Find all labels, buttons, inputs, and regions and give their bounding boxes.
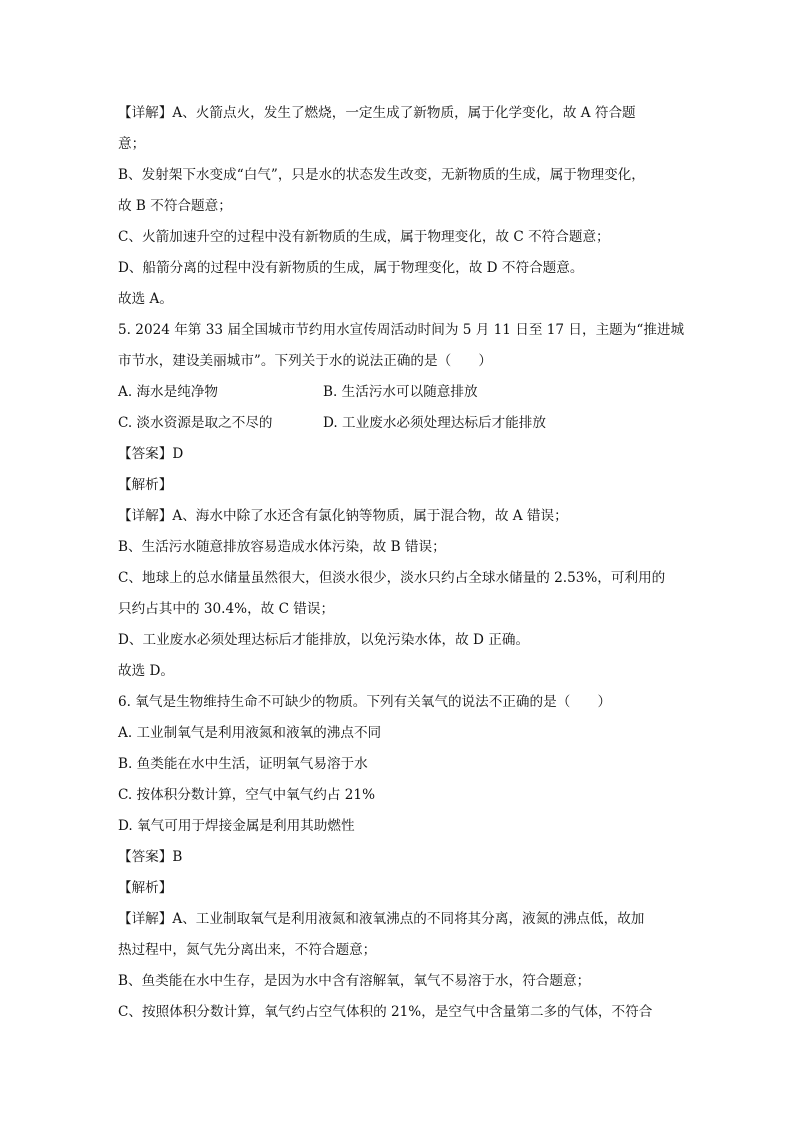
detail-line: 热过程中，氮气先分离出来，不符合题意； [118,942,377,958]
question-6 [118,689,678,1030]
detail-line: B、生活污水随意排放容易造成水体污染，故 B 错误； [118,539,446,555]
detail-line: C、火箭加速升空的过程中没有新物质的生成，属于物理变化，故 C 不符合题意； [118,229,610,245]
detail-line: 【详解】A、海水中除了水还含有氯化钠等物质，属于混合物，故 A 错误； [118,508,568,524]
detail-line: 只约占其中的 30.4%，故 C 错误； [118,601,335,617]
detail-line: D、船箭分离的过程中没有新物质的生成，属于物理变化，故 D 不符合题意。 [118,260,584,276]
question-stem: 6. 氧气是生物维持生命不可缺少的物质。下列有关氧气的说法不正确的是（ ） [118,694,612,710]
conclusion-line: 故选 A。 [118,291,173,307]
detail-line: 【详解】A、火箭点火，发生了燃烧，一定生成了新物质，属于化学变化，故 A 符合题 [118,105,636,121]
detail-line: B、发射架下水变成“白气”，只是水的状态发生改变，无新物质的生成，属于物理变化， [118,167,645,183]
detail-line: D、工业废水必须处理达标后才能排放，以免污染水体，故 D 正确。 [118,632,530,648]
conclusion-line: 故选 D。 [118,663,175,679]
detail-line: B、鱼类能在水中生存，是因为水中含有溶解氧，氧气不易溶于水，符合题意； [118,973,591,989]
document-page [118,100,685,1030]
detail-line: 故 B 不符合题意； [118,198,232,214]
option-a: A. 海水是纯净物 [118,384,219,400]
question-5 [118,317,685,689]
option-c: C. 按体积分数计算，空气中氧气约占 21% [118,787,375,803]
detail-line: C、地球上的总水储量虽然很大，但淡水很少，淡水只约占全球水储量的 2.53%，可利用的 [118,570,666,586]
option-b: B. 生活污水可以随意排放 [323,384,478,400]
analysis-label: 【解析】 [118,880,173,896]
answer-label: 【答案】B [118,849,183,865]
answer-label: 【答案】D [118,446,184,462]
previous-question-detail [118,100,678,317]
question-stem: 市节水，建设美丽城市”。下列关于水的说法正确的是（ ） [118,353,492,369]
option-d: D. 工业废水必须处理达标后才能排放 [323,415,546,431]
option-row [118,379,678,410]
option-row [118,410,678,441]
option-d: D. 氧气可用于焊接金属是利用其助燃性 [118,818,355,834]
detail-line: C、按照体积分数计算，氧气约占空气体积的 21%，是空气中含量第二多的气体，不符合 [118,1004,653,1020]
option-c: C. 淡水资源是取之不尽的 [118,415,273,431]
detail-line: 【详解】A、工业制取氧气是利用液氮和液氧沸点的不同将其分离，液氮的沸点低，故加 [118,911,645,927]
question-stem: 5. 2024 年第 33 届全国城市节约用水宣传周活动时间为 5 月 11 日至 17 日，主题为“推进城 [118,322,685,338]
analysis-label: 【解析】 [118,477,173,493]
option-b: B. 鱼类能在水中生活，证明氧气易溶于水 [118,756,368,772]
detail-line: 意； [118,136,146,152]
option-a: A. 工业制氧气是利用液氮和液氧的沸点不同 [118,725,382,741]
